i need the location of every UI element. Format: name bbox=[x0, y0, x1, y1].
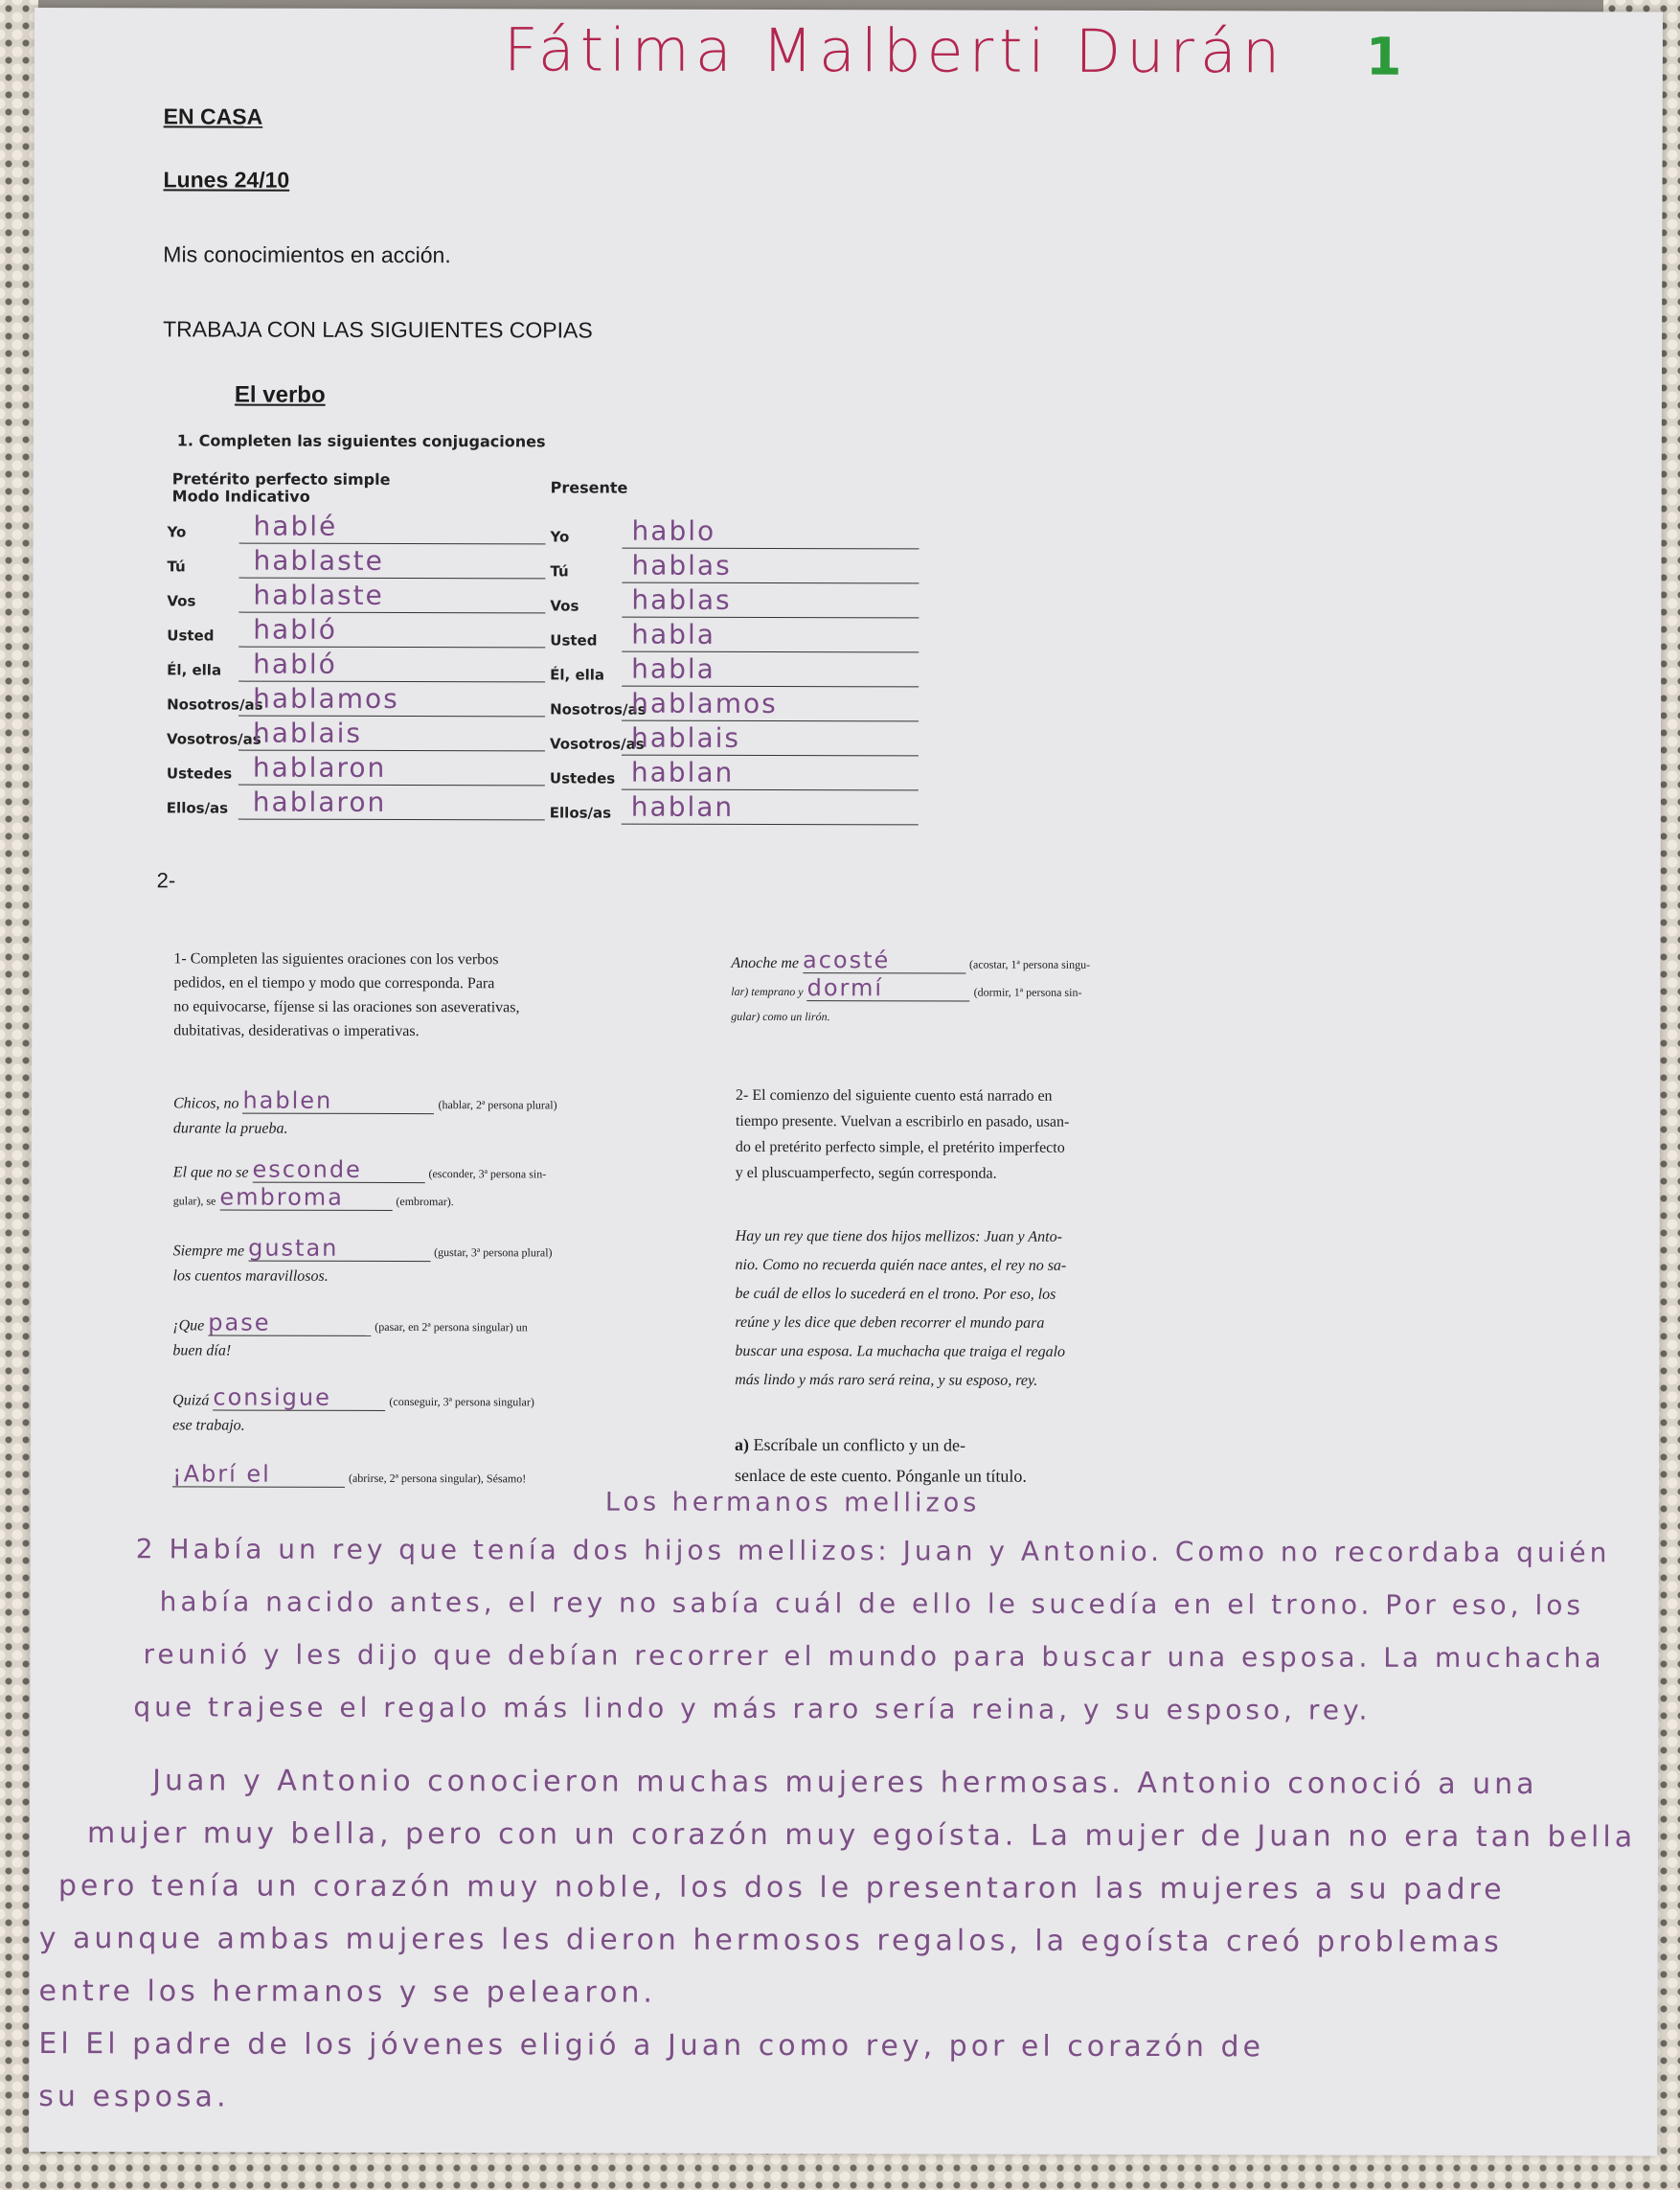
sentence-5 bbox=[172, 1385, 534, 1438]
essay-line: pero tenía un corazón muy noble, los dos le presentaron las mujeres a su padre bbox=[57, 1869, 1506, 1907]
sentence-3 bbox=[173, 1236, 553, 1289]
p2-line-1: 2- El comienzo del siguiente cuento está narrado en bbox=[736, 1086, 1053, 1105]
p2-line-3: do el pretérito perfecto simple, el pretérito imperfecto bbox=[735, 1138, 1065, 1156]
conj-answer-right[interactable]: habla bbox=[631, 618, 715, 650]
story-line-3: be cuál de ellos lo sucederá en el trono. Por eso, los bbox=[735, 1285, 1056, 1303]
s3-answer[interactable]: gustan bbox=[248, 1237, 430, 1262]
conj-answer-right[interactable]: hablas bbox=[631, 583, 732, 616]
conj-pronoun-right: Vosotros/as bbox=[549, 735, 645, 753]
conj-answer-right[interactable]: hablamos bbox=[631, 687, 778, 720]
sentence-7 bbox=[731, 948, 1210, 1030]
task-a-line-2: senlace de este cuento. Pónganle un título. bbox=[734, 1465, 1027, 1486]
s4-hint: (pasar, en 2ª persona singular) un bbox=[375, 1319, 528, 1335]
instr-line-1: 1- Completen las siguientes oraciones con los verbos bbox=[173, 950, 499, 969]
instruction-text: TRABAJA CON LAS SIGUIENTES COPIAS bbox=[163, 316, 593, 343]
conj-pronoun-left: Él, ella bbox=[167, 661, 222, 679]
sentence-1 bbox=[173, 1088, 557, 1141]
s7-end: gular) como un lirón. bbox=[731, 1009, 830, 1024]
intro-text: Mis conocimientos en acción. bbox=[163, 241, 451, 268]
s7-text-b: lar) temprano y bbox=[731, 984, 804, 999]
s3-hint: (gustar, 3ª persona plural) bbox=[434, 1245, 553, 1260]
task-a-label: a) bbox=[735, 1434, 750, 1454]
s2-text-b: gular), se bbox=[172, 1194, 216, 1208]
s3-end: los cuentos maravillosos. bbox=[172, 1267, 329, 1285]
conj-answer-right[interactable]: hablas bbox=[631, 549, 732, 582]
conj-answer-left[interactable]: habló bbox=[253, 648, 337, 680]
s1-end: durante la prueba. bbox=[172, 1120, 288, 1137]
s2-text: El que no se bbox=[172, 1164, 249, 1181]
s2-hint: (esconder, 3ª persona sin- bbox=[428, 1167, 547, 1181]
conj-pronoun-left: Ustedes bbox=[166, 764, 233, 783]
conj-pronoun-left: Vosotros/as bbox=[166, 730, 261, 748]
conj-pronoun-left: Vos bbox=[167, 592, 196, 610]
col-right-title: Presente bbox=[550, 478, 628, 497]
en-casa-heading: EN CASA bbox=[163, 103, 263, 129]
date-heading: Lunes 24/10 bbox=[163, 167, 290, 193]
conj-pronoun-right: Nosotros/as bbox=[550, 700, 647, 719]
essay-line: Juan y Antonio conocieron muchas mujeres hermosas. Antonio conoció a una bbox=[152, 1764, 1538, 1802]
conj-answer-left[interactable]: hablamos bbox=[253, 682, 399, 715]
s5-hint: (conseguir, 3ª persona singular) bbox=[389, 1394, 534, 1409]
sentence-4 bbox=[172, 1311, 527, 1363]
p2-line-2: tiempo presente. Vuelvan a escribirlo en pasado, usan- bbox=[735, 1112, 1070, 1130]
conj-pronoun-right: Yo bbox=[550, 528, 570, 546]
instr-line-3: no equivocarse, fíjense si las oraciones son aseverativas, bbox=[173, 998, 520, 1016]
conj-answer-left[interactable]: hablaste bbox=[253, 544, 384, 577]
essay-line: y aunque ambas mujeres les dieron hermosos regalos, la egoísta creó problemas bbox=[38, 1922, 1503, 1960]
essay-line: El El padre de los jóvenes eligió a Juan como rey, por el corazón de bbox=[38, 2027, 1265, 2065]
conj-answer-right[interactable]: habla bbox=[631, 652, 715, 685]
s5-end: ese trabajo. bbox=[172, 1417, 245, 1434]
s2-hint-2: (embromar). bbox=[396, 1194, 454, 1209]
s1-text: Chicos, no bbox=[172, 1095, 239, 1112]
essay-title: Los hermanos mellizos bbox=[604, 1487, 981, 1518]
s6-hint: (abrirse, 2ª persona singular), Sésamo! bbox=[348, 1471, 527, 1486]
col-left-sub: Modo Indicativo bbox=[171, 487, 310, 506]
col-left-title: Pretérito perfecto simple bbox=[171, 469, 391, 489]
conj-answer-left[interactable]: hablais bbox=[252, 717, 363, 749]
s7-answer-2[interactable]: dormí bbox=[807, 976, 970, 1001]
story-excerpt bbox=[735, 1222, 1233, 1396]
exercise2-label: 2- bbox=[156, 868, 176, 893]
s3-text: Siempre me bbox=[172, 1243, 245, 1260]
essay-line: su esposa. bbox=[38, 2080, 230, 2114]
story-line-2: nio. Como no recuerda quién nace antes, el rey no sa- bbox=[735, 1256, 1067, 1274]
s5-text: Quizá bbox=[172, 1392, 210, 1409]
conj-answer-left[interactable]: hablé bbox=[253, 510, 338, 542]
conj-pronoun-left: Usted bbox=[167, 627, 215, 645]
conj-pronoun-right: Tú bbox=[550, 562, 569, 581]
conj-pronoun-right: Vos bbox=[550, 597, 579, 615]
story-line-6: más lindo y más raro será reina, y su esposo, rey. bbox=[735, 1371, 1038, 1389]
conj-pronoun-left: Yo bbox=[167, 523, 187, 541]
conj-answer-left[interactable]: hablaron bbox=[252, 751, 387, 784]
conj-pronoun-left: Nosotros/as bbox=[167, 696, 263, 714]
essay-line: 2 Había un rey que tenía dos hijos mellizos: Juan y Antonio. Como no recordaba quién bbox=[135, 1533, 1611, 1569]
s5-answer[interactable]: consigue bbox=[213, 1385, 385, 1410]
student-name: Fátima Malberti Durán bbox=[503, 14, 1286, 87]
s7-answer[interactable]: acosté bbox=[803, 948, 965, 973]
s1-answer[interactable]: hablen bbox=[242, 1089, 434, 1115]
p2-line-4: y el pluscuamperfecto, según corresponda. bbox=[735, 1164, 997, 1182]
section-title: El verbo bbox=[234, 381, 326, 408]
sentence-2 bbox=[173, 1157, 547, 1214]
conj-answer-right[interactable]: hablo bbox=[631, 514, 716, 547]
story-line-1: Hay un rey que tiene dos hijos mellizos: Juan y Anto- bbox=[735, 1227, 1062, 1245]
conj-pronoun-right: Usted bbox=[550, 631, 598, 650]
task-a bbox=[735, 1429, 1233, 1492]
exercise2-instructions bbox=[736, 1083, 1234, 1187]
conj-answer-line-right bbox=[622, 824, 919, 826]
essay-line: mujer muy bella, pero con un corazón muy egoísta. La mujer de Juan no era tan bella bbox=[86, 1816, 1637, 1855]
s2-answer-2[interactable]: embroma bbox=[219, 1186, 392, 1211]
conj-pronoun-right: Ustedes bbox=[549, 769, 616, 787]
s2-answer[interactable]: esconde bbox=[252, 1158, 424, 1183]
s7-hint-2: (dormir, 1ª persona sin- bbox=[973, 985, 1082, 999]
instr-line-2: pedidos, en el tiempo y modo que corresponda. Para bbox=[173, 974, 495, 992]
story-line-4: reúne y les dice que deben recorrer el mundo para bbox=[735, 1313, 1045, 1332]
conj-answer-left[interactable]: hablaste bbox=[253, 579, 384, 611]
conj-answer-right[interactable]: hablan bbox=[630, 790, 735, 823]
essay-line: reunió y les dijo que debían recorrer el mundo para buscar una esposa. La muchacha bbox=[143, 1638, 1605, 1675]
worksheet-page bbox=[29, 8, 1663, 2156]
s7-text: Anoche me bbox=[731, 954, 800, 972]
essay-line: entre los hermanos y se pelearon. bbox=[38, 1974, 656, 2010]
conj-pronoun-left: Ellos/as bbox=[166, 799, 229, 817]
essay-line: que trajese el regalo más lindo y más raro sería reina, y su esposo, rey. bbox=[133, 1691, 1372, 1726]
story-line-5: buscar una esposa. La muchacha que traiga el regalo bbox=[735, 1342, 1066, 1360]
conj-answer-right[interactable]: hablan bbox=[630, 756, 735, 788]
s4-text: ¡Que bbox=[172, 1317, 205, 1335]
conj-answer-right[interactable]: hablais bbox=[630, 721, 741, 754]
left-column bbox=[173, 947, 691, 1043]
s4-end: buen día! bbox=[172, 1342, 232, 1359]
conj-answer-line-left bbox=[238, 819, 545, 821]
sentence-6 bbox=[172, 1462, 526, 1491]
essay-line: había nacido antes, el rey no sabía cuál de ello le sucedía en el trono. Por eso, los bbox=[159, 1585, 1585, 1622]
instr-line-4: dubitativas, desiderativas o imperativas. bbox=[173, 1022, 420, 1040]
task-a-line-1: Escríbale un conflicto y un de- bbox=[753, 1434, 966, 1455]
conj-answer-left[interactable]: hablaron bbox=[252, 786, 387, 818]
s1-hint: (hablar, 2ª persona plural) bbox=[438, 1098, 557, 1112]
s4-answer[interactable]: pase bbox=[208, 1311, 371, 1335]
s6-answer[interactable]: ¡Abrí el bbox=[172, 1462, 345, 1487]
conj-pronoun-right: Ellos/as bbox=[549, 804, 612, 822]
conj-pronoun-left: Tú bbox=[167, 558, 186, 576]
exercise1-prompt: 1. Completen las siguientes conjugaciones bbox=[176, 431, 546, 451]
page-number: 1 bbox=[1365, 26, 1405, 87]
conj-answer-left[interactable]: habló bbox=[253, 613, 337, 646]
s7-hint: (acostar, 1ª persona singu- bbox=[969, 957, 1091, 971]
conj-pronoun-right: Él, ella bbox=[550, 666, 605, 684]
